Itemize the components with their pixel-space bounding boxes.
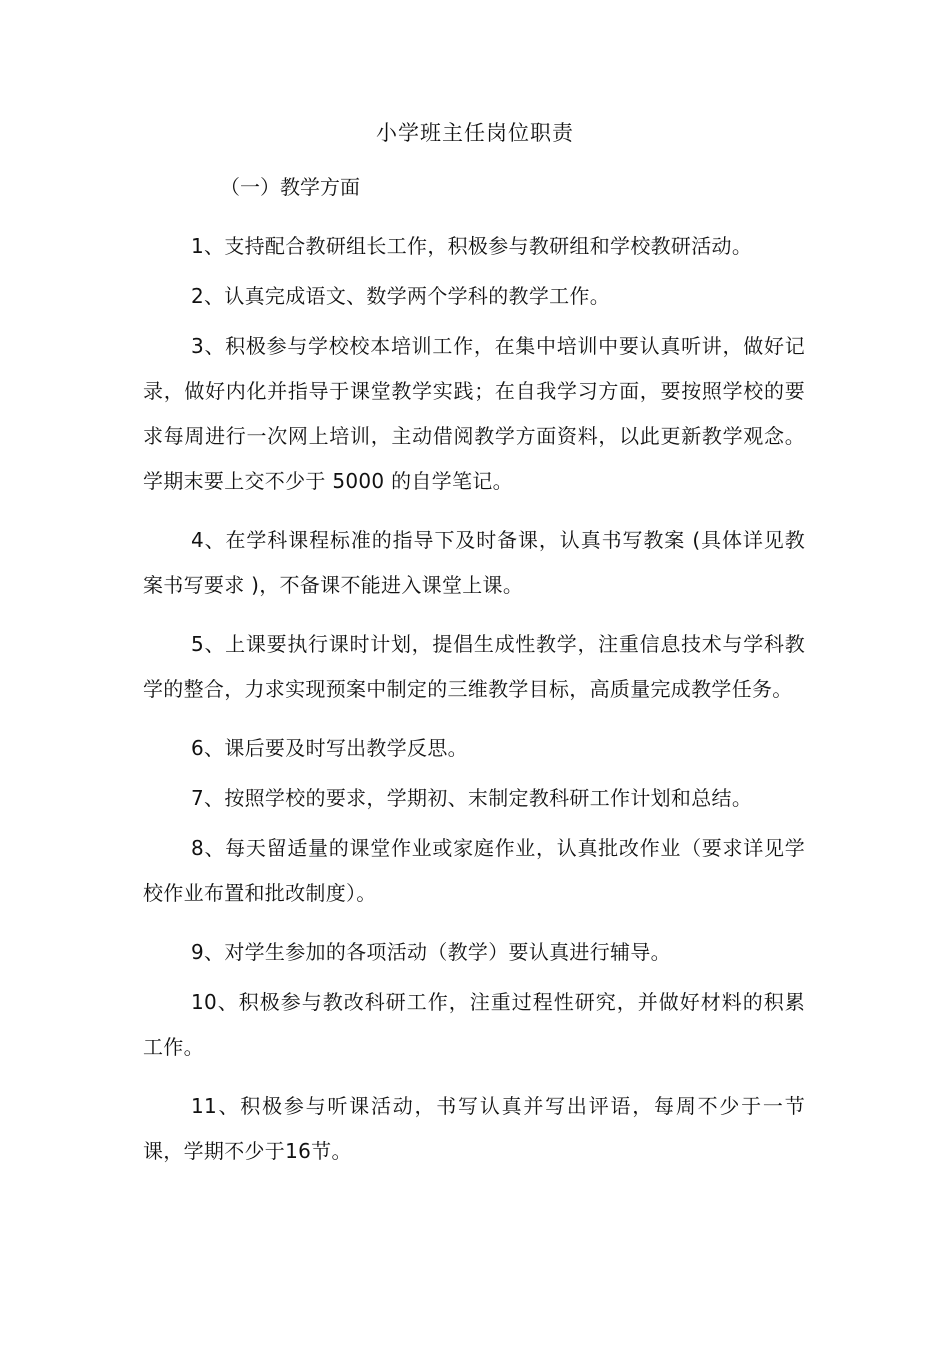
- paragraph-9: 9、对学生参加的各项活动（教学）要认真进行辅导。: [191, 940, 671, 964]
- paragraph-7: 7、按照学校的要求，学期初、末制定教科研工作计划和总结。: [191, 786, 753, 810]
- paragraph-3: 3、积极参与学校校本培训工作，在集中培训中要认真听讲，做好记录，做好内化并指导于课堂教学实践；在自我学习方面，要按照学校的要求每周进行一次网上培训，主动借阅教学方面资料，以此更新教学观念。学期末要上交不少于 5000 的自学笔记。: [143, 334, 805, 493]
- section-heading: （一）教学方面: [220, 175, 360, 199]
- document-title: 小学班主任岗位职责: [376, 121, 574, 145]
- paragraph-8: 8、每天留适量的课堂作业或家庭作业，认真批改作业（要求详见学校作业布置和批改制度）。: [143, 836, 805, 905]
- paragraph-1: 1、支持配合教研组长工作，积极参与教研组和学校教研活动。: [191, 234, 753, 258]
- paragraph-6: 6、课后要及时写出教学反思。: [191, 736, 468, 760]
- paragraph-5: 5、上课要执行课时计划，提倡生成性教学，注重信息技术与学科教学的整合，力求实现预案中制定的三维教学目标，高质量完成教学任务。: [143, 632, 805, 701]
- paragraph-4: 4、在学科课程标准的指导下及时备课，认真书写教案 (具体详见教案书写要求 )，不备课不能进入课堂上课。: [143, 528, 805, 597]
- paragraph-11: 11、积极参与听课活动，书写认真并写出评语，每周不少于一节课，学期不少于16节。: [143, 1094, 805, 1163]
- paragraph-2: 2、认真完成语文、数学两个学科的教学工作。: [191, 284, 611, 308]
- document-body: [143, 224, 805, 1188]
- paragraph-10: 10、积极参与教改科研工作，注重过程性研究，并做好材料的积累工作。: [143, 990, 805, 1059]
